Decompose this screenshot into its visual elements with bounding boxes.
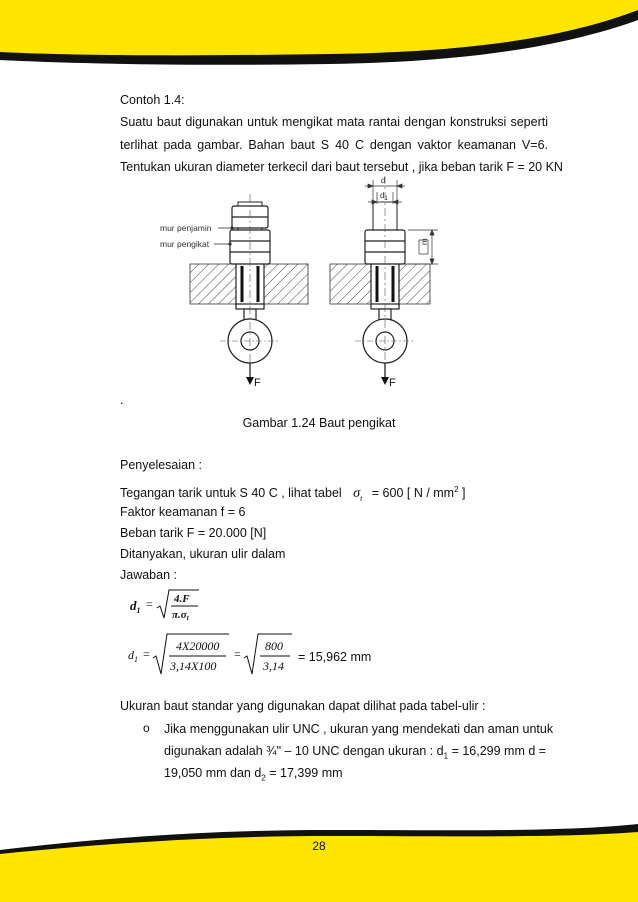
- bullet-line-3: 19,050 mm dan $d_2 = 17,399$ mm: [164, 766, 343, 783]
- example-line-3: Tentukan ukuran diameter terkecil dari baut tersebut , jika beban tarik F = 20 KN: [120, 160, 563, 174]
- stress-line: [120, 482, 466, 506]
- svg-text:=: =: [146, 597, 153, 611]
- base-formula: [120, 588, 210, 624]
- bullet-line-2: digunakan adalah ¾" – 10 UNC dengan ukuran : $d_1 = 16,299$ mm d =: [164, 744, 547, 761]
- solution-heading: Penyelesaian :: [120, 458, 203, 472]
- dimension-d1-label: $d_1$: [380, 191, 388, 202]
- svg-text:=: =: [234, 647, 241, 661]
- stress-value: = 600 [ N / $mm^2$ ]: [371, 485, 466, 501]
- svg-text:4.F: 4.F: [174, 593, 190, 605]
- force-label-right: F: [389, 377, 396, 389]
- example-line-1: Suatu baut digunakan untuk mengikat mata rantai dengan konstruksi seperti: [120, 115, 548, 129]
- svg-text:π.σt: π.σt: [172, 609, 189, 622]
- svg-text:800: 800: [265, 639, 283, 653]
- stress-symbol: $\sigma_t$: [353, 486, 363, 503]
- tensile-load: Beban tarik F = 20.000 [N]: [120, 526, 267, 540]
- asked-line: Ditanyakan, ukuran ulir dalam: [120, 547, 286, 561]
- force-label-left: F: [254, 377, 261, 389]
- safety-factor: Faktor keamanan f = 6: [120, 505, 246, 519]
- bolt-figure: [150, 174, 450, 392]
- svg-text:=: =: [143, 647, 150, 661]
- example-line-2: terlihat pada gambar. Bahan baut S 40 C dengan vaktor keamanan V=6.: [120, 138, 548, 152]
- label-mur-pengikat: mur pengikat: [160, 239, 210, 249]
- standard-line: Ukuran baut standar yang digunakan dapat dilihat pada tabel-ulir :: [120, 699, 486, 713]
- svg-text:3,14: 3,14: [263, 659, 284, 673]
- stress-prefix: Tegangan tarik untuk S 40 C , lihat tabel: [120, 486, 342, 501]
- answer-label: Jawaban :: [120, 568, 177, 582]
- page-number: 28: [312, 839, 326, 853]
- figure-caption: Gambar 1.24 Baut pengikat: [242, 416, 396, 430]
- figure-dot: .: [120, 393, 124, 407]
- svg-text:= 15,962 mm: = 15,962 mm: [298, 650, 372, 664]
- calculation-formula: [120, 632, 380, 678]
- bullet-marker: o: [143, 721, 150, 735]
- bullet-line-1: Jika menggunakan ulir UNC , ukuran yang mendekati dan aman untuk: [164, 722, 554, 736]
- bottom-decorative-band: [0, 812, 638, 902]
- svg-text:d1: $d_1$: [128, 648, 138, 664]
- example-title: Contoh 1.4:: [120, 93, 185, 107]
- dimension-m: [408, 230, 438, 264]
- svg-text:3,14X100: 3,14X100: [170, 659, 217, 673]
- top-decorative-band: [0, 0, 638, 80]
- svg-text:d1: $d_1$: [130, 598, 141, 615]
- svg-text:4X20000: 4X20000: [176, 639, 220, 653]
- label-mur-penjamin: mur penjamin: [160, 223, 212, 233]
- dimension-d-label: d: [381, 176, 386, 185]
- dimension-m-label: m: [420, 238, 429, 245]
